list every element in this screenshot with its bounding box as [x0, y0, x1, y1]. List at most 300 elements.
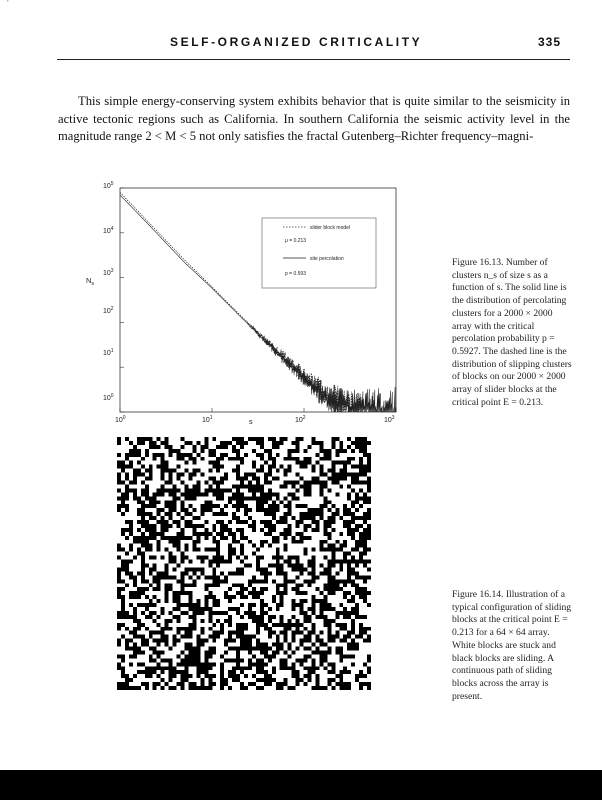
sliding-block-run — [256, 504, 264, 508]
sliding-block-run — [184, 461, 188, 465]
sliding-block-run — [145, 607, 149, 611]
sliding-block-run — [121, 607, 125, 611]
sliding-block-run — [367, 686, 371, 690]
sliding-block-run — [319, 540, 327, 544]
ytick-label-10e0: $10^0$ — [103, 393, 114, 402]
sliding-block-run — [236, 520, 248, 524]
sliding-block-run — [188, 686, 212, 690]
sliding-block-run — [296, 619, 300, 623]
sliding-block-run — [137, 571, 145, 575]
sliding-block-run — [200, 571, 204, 575]
sliding-block-run — [184, 520, 192, 524]
sliding-block-run — [129, 595, 141, 599]
sliding-block-run — [149, 611, 157, 615]
sliding-block-run — [300, 477, 304, 481]
sliding-block-run — [367, 666, 371, 670]
sliding-block-run — [339, 678, 343, 682]
sliding-block-run — [256, 560, 260, 564]
sliding-block-run — [133, 496, 141, 500]
sliding-block-run — [236, 591, 244, 595]
sliding-block-run — [141, 516, 145, 520]
sliding-block-run — [208, 449, 216, 453]
sliding-block-run — [220, 524, 228, 528]
sliding-block-run — [292, 674, 300, 678]
sliding-block-run — [292, 615, 296, 619]
sliding-block-run — [212, 512, 228, 516]
sliding-block-run — [192, 544, 196, 548]
sliding-block-run — [327, 635, 339, 639]
sliding-block-run — [319, 469, 323, 473]
sliding-block-run — [220, 682, 228, 686]
sliding-block-run — [296, 658, 308, 662]
sliding-block-run — [228, 670, 236, 674]
sliding-block-run — [149, 635, 153, 639]
sliding-block-run — [240, 552, 244, 556]
sliding-block-run — [280, 532, 292, 536]
sliding-block-run — [208, 564, 212, 568]
sliding-block-run — [256, 453, 264, 457]
sliding-block-run — [248, 615, 264, 619]
sliding-block-run — [188, 607, 212, 611]
sliding-block-run — [220, 528, 232, 532]
sliding-block-run — [161, 477, 165, 481]
sliding-block-run — [339, 516, 343, 520]
sliding-block-run — [204, 441, 208, 445]
sliding-block-run — [137, 441, 145, 445]
sliding-block-run — [319, 603, 331, 607]
sliding-block-run — [153, 650, 165, 654]
sliding-block-run — [260, 599, 264, 603]
sliding-block-run — [133, 469, 141, 473]
sliding-block-run — [339, 441, 343, 445]
sliding-block-run — [224, 619, 232, 623]
sliding-block-run — [319, 654, 327, 658]
sliding-block-run — [355, 492, 359, 496]
sliding-block-run — [117, 623, 125, 627]
x-axis-label: s — [249, 419, 253, 426]
sliding-block-run — [208, 635, 220, 639]
sliding-block-run — [319, 571, 331, 575]
body-line-1: This simple energy-conserving system exhibits behavior that is quite — [78, 94, 430, 108]
sliding-block-run — [343, 583, 347, 587]
sliding-block-run — [181, 575, 185, 579]
sliding-block-run — [268, 635, 272, 639]
sliding-block-run — [323, 587, 343, 591]
sliding-block-run — [157, 508, 165, 512]
scan-bottom-border — [0, 770, 602, 800]
sliding-block-run — [351, 639, 355, 643]
sliding-block-run — [169, 477, 173, 481]
sliding-block-run — [304, 647, 312, 651]
sliding-block-run — [192, 540, 200, 544]
sliding-block-run — [169, 647, 173, 651]
sliding-block-run — [260, 528, 264, 532]
sliding-block-run — [177, 627, 197, 631]
sliding-block-run — [216, 532, 224, 536]
sliding-block-run — [327, 564, 335, 568]
sliding-block-run — [367, 524, 371, 528]
sliding-block-run — [355, 437, 367, 441]
sliding-block-run — [141, 532, 145, 536]
sliding-block-run — [252, 520, 256, 524]
sliding-block-run — [149, 556, 157, 560]
sliding-block-run — [256, 666, 264, 670]
sliding-block-run — [181, 500, 185, 504]
sliding-block-run — [121, 560, 133, 564]
sliding-block-run — [184, 469, 188, 473]
sliding-block-run — [311, 686, 327, 690]
sliding-block-run — [323, 556, 327, 560]
sliding-block-run — [173, 635, 177, 639]
sliding-block-run — [181, 587, 185, 591]
sliding-block-run — [141, 504, 157, 508]
sliding-block-run — [232, 666, 252, 670]
sliding-block-run — [129, 461, 133, 465]
sliding-block-run — [184, 524, 204, 528]
sliding-block-run — [177, 457, 185, 461]
sliding-block-run — [335, 449, 347, 453]
sliding-block-run — [216, 520, 224, 524]
sliding-block-run — [125, 477, 129, 481]
sliding-block-run — [196, 575, 200, 579]
sliding-block-run — [252, 477, 260, 481]
sliding-block-run — [153, 575, 177, 579]
sliding-block-run — [280, 484, 288, 488]
sliding-block-run — [133, 477, 137, 481]
sliding-block-run — [173, 591, 193, 595]
sliding-block-run — [323, 453, 331, 457]
sliding-block-run — [117, 686, 141, 690]
sliding-block-run — [280, 465, 284, 469]
sliding-block-run — [292, 599, 296, 603]
sliding-block-run — [240, 544, 244, 548]
sliding-block-run — [165, 500, 177, 504]
sliding-block-run — [296, 473, 300, 477]
sliding-block-run — [165, 564, 169, 568]
sliding-block-run — [367, 603, 371, 607]
sliding-block-run — [343, 556, 347, 560]
sliding-block-run — [228, 686, 232, 690]
sliding-block-run — [300, 599, 308, 603]
sliding-block-run — [355, 635, 363, 639]
sliding-block-run — [252, 552, 256, 556]
sliding-block-run — [288, 647, 292, 651]
sliding-block-run — [161, 627, 173, 631]
sliding-block-run — [216, 544, 220, 548]
sliding-block-run — [323, 500, 331, 504]
sliding-block-run — [212, 571, 216, 575]
sliding-block-run — [335, 650, 343, 654]
sliding-block-run — [288, 465, 292, 469]
sliding-block-run — [339, 564, 343, 568]
sliding-block-run — [311, 441, 323, 445]
sliding-block-run — [169, 662, 173, 666]
sliding-block-run — [244, 473, 256, 477]
grid-row — [117, 504, 363, 508]
sliding-block-run — [264, 682, 272, 686]
sliding-block-run — [181, 552, 185, 556]
sliding-block-run — [137, 512, 153, 516]
sliding-block-run — [319, 607, 335, 611]
sliding-block-run — [327, 488, 331, 492]
sliding-block-run — [121, 469, 125, 473]
sliding-block-run — [339, 670, 351, 674]
sliding-block-run — [319, 457, 331, 461]
sliding-block-run — [359, 461, 363, 465]
sliding-block-run — [347, 492, 351, 496]
sliding-block-run — [351, 595, 355, 599]
sliding-block-run — [188, 623, 196, 627]
sliding-block-run — [196, 639, 208, 643]
sliding-block-run — [161, 441, 169, 445]
sliding-block-run — [252, 587, 256, 591]
sliding-block-run — [351, 465, 371, 469]
sliding-block-run — [240, 615, 244, 619]
sliding-block-run — [288, 686, 296, 690]
sliding-block-run — [327, 647, 331, 651]
sliding-block-run — [359, 469, 371, 473]
sliding-block-run — [125, 639, 133, 643]
sliding-block-run — [355, 591, 371, 595]
sliding-block-run — [351, 627, 355, 631]
sliding-block-run — [125, 453, 141, 457]
sliding-block-run — [184, 666, 188, 670]
sliding-block-run — [153, 564, 157, 568]
sliding-block-run — [153, 579, 161, 583]
sliding-block-run — [272, 666, 276, 670]
sliding-block-run — [133, 650, 145, 654]
sliding-block-run — [161, 611, 165, 615]
xtick-label-10e2: $10^2$ — [295, 415, 306, 424]
sliding-block-run — [268, 615, 276, 619]
sliding-block-run — [220, 453, 228, 457]
sliding-block-run — [311, 623, 315, 627]
sliding-block-run — [327, 579, 355, 583]
sliding-block-run — [165, 583, 173, 587]
sliding-block-run — [157, 583, 161, 587]
sliding-block-run — [280, 619, 284, 623]
sliding-block-run — [208, 477, 216, 481]
sliding-block-run — [300, 611, 308, 615]
sliding-block-run — [204, 603, 208, 607]
sliding-block-run — [117, 437, 121, 441]
sliding-block-run — [165, 480, 173, 484]
sliding-block-run — [256, 508, 280, 512]
xtick-label-10e1: $10^1$ — [202, 415, 213, 424]
sliding-block-run — [319, 484, 327, 488]
sliding-block-run — [161, 469, 177, 473]
sliding-block-run — [248, 583, 252, 587]
sliding-block-run — [236, 611, 240, 615]
sliding-block-run — [335, 508, 339, 512]
sliding-block-run — [145, 666, 177, 670]
sliding-block-run — [363, 528, 371, 532]
sliding-block-run — [208, 591, 212, 595]
sliding-block-run — [304, 457, 312, 461]
sliding-block-run — [117, 579, 125, 583]
sliding-block-run — [228, 496, 272, 500]
sliding-block-run — [232, 540, 240, 544]
sliding-block-run — [315, 587, 319, 591]
sliding-block-run — [367, 670, 371, 674]
sliding-block-run — [276, 591, 288, 595]
sliding-block-run — [331, 441, 335, 445]
sliding-block-run — [208, 682, 216, 686]
sliding-block-run — [327, 544, 335, 548]
sliding-block-run — [145, 627, 149, 631]
sliding-block-run — [145, 496, 157, 500]
sliding-block-run — [304, 615, 312, 619]
sliding-block-run — [220, 654, 224, 658]
sliding-block-run — [355, 678, 359, 682]
sliding-block-run — [311, 603, 315, 607]
sliding-block-run — [359, 595, 367, 599]
sliding-block-run — [117, 627, 121, 631]
sliding-block-run — [192, 579, 196, 583]
sliding-block-run — [204, 674, 216, 678]
sliding-block-run — [272, 650, 280, 654]
sliding-block-run — [177, 532, 185, 536]
sliding-block-run — [347, 599, 355, 603]
sliding-block-run — [319, 504, 327, 508]
sliding-block-run — [232, 583, 244, 587]
sliding-block-run — [359, 552, 367, 556]
sliding-block-run — [268, 607, 272, 611]
sliding-block-run — [347, 457, 355, 461]
sliding-block-run — [212, 524, 216, 528]
sliding-block-run — [319, 611, 323, 615]
sliding-block-run — [331, 556, 335, 560]
sliding-block-run — [319, 445, 323, 449]
sliding-block-run — [165, 587, 173, 591]
sliding-block-run — [181, 480, 185, 484]
sliding-block-run — [256, 480, 260, 484]
sliding-block-run — [292, 567, 308, 571]
sliding-block-run — [288, 492, 296, 496]
sliding-block-run — [184, 654, 200, 658]
sliding-block-run — [177, 662, 217, 666]
sliding-block-run — [165, 682, 169, 686]
sliding-block-run — [133, 619, 141, 623]
sliding-block-run — [331, 473, 367, 477]
sliding-block-run — [121, 512, 125, 516]
sliding-block-run — [240, 643, 252, 647]
sliding-block-run — [228, 631, 244, 635]
sliding-block-run — [311, 528, 319, 532]
sliding-block-run — [153, 682, 161, 686]
sliding-block-run — [248, 650, 252, 654]
sliding-block-run — [208, 627, 212, 631]
sliding-block-run — [292, 650, 296, 654]
sliding-block-run — [173, 496, 181, 500]
sliding-block-run — [343, 540, 347, 544]
sliding-block-run — [161, 536, 193, 540]
sliding-block-run — [256, 627, 260, 631]
sliding-block-run — [304, 579, 316, 583]
sliding-block-run — [153, 595, 157, 599]
sliding-block-run — [165, 619, 173, 623]
sliding-block-run — [133, 674, 137, 678]
sliding-block-run — [232, 504, 248, 508]
sliding-block-run — [117, 465, 133, 469]
sliding-block-run — [280, 631, 288, 635]
sliding-block-run — [212, 567, 216, 571]
sliding-block-run — [304, 548, 308, 552]
sliding-block-run — [276, 686, 284, 690]
sliding-block-run — [319, 473, 327, 477]
sliding-block-run — [363, 599, 367, 603]
sliding-block-run — [169, 678, 173, 682]
sliding-block-run — [331, 480, 339, 484]
sliding-block-run — [149, 465, 153, 469]
sliding-block-run — [133, 492, 137, 496]
sliding-block-run — [141, 611, 145, 615]
sliding-block-run — [288, 508, 292, 512]
sliding-block-run — [300, 512, 324, 516]
sliding-block-run — [280, 500, 284, 504]
sliding-block-run — [181, 492, 209, 496]
sliding-block-run — [117, 591, 121, 595]
sliding-block-run — [311, 567, 315, 571]
sliding-block-run — [145, 449, 149, 453]
sliding-block-run — [355, 544, 367, 548]
sliding-block-run — [272, 540, 280, 544]
sliding-block-run — [300, 643, 304, 647]
sliding-block-run — [204, 658, 208, 662]
sliding-block-run — [256, 686, 264, 690]
sliding-block-run — [165, 595, 169, 599]
sliding-block-run — [327, 477, 347, 481]
sliding-block-run — [284, 512, 292, 516]
sliding-block-run — [192, 528, 196, 532]
sliding-block-run — [347, 643, 359, 647]
sliding-block-run — [169, 453, 173, 457]
sliding-block-run — [355, 564, 359, 568]
sliding-block-run — [335, 615, 339, 619]
sliding-block-run — [200, 682, 204, 686]
sliding-block-run — [327, 682, 331, 686]
sliding-block-run — [121, 674, 129, 678]
sliding-block-run — [335, 647, 343, 651]
sliding-block-run — [284, 560, 292, 564]
sliding-block-run — [240, 686, 248, 690]
sliding-block-run — [220, 536, 228, 540]
sliding-block-run — [359, 457, 363, 461]
sliding-block-run — [181, 504, 185, 508]
sliding-block-run — [248, 591, 264, 595]
sliding-block-run — [264, 480, 272, 484]
sliding-block-run — [292, 516, 296, 520]
sliding-block-run — [284, 548, 288, 552]
sliding-block-run — [161, 516, 165, 520]
sliding-block-run — [252, 492, 256, 496]
sliding-block-run — [228, 599, 232, 603]
sliding-block-run — [137, 500, 145, 504]
sliding-block-run — [319, 631, 323, 635]
sliding-block-run — [347, 564, 351, 568]
sliding-block-run — [188, 504, 192, 508]
sliding-block-run — [145, 548, 153, 552]
sliding-block-run — [260, 544, 264, 548]
sliding-block-run — [252, 544, 256, 548]
sliding-block-run — [208, 453, 216, 457]
sliding-block-run — [240, 548, 244, 552]
sliding-block-run — [304, 524, 312, 528]
sliding-block-run — [343, 504, 347, 508]
sliding-block-run — [292, 603, 304, 607]
sliding-block-run — [236, 635, 256, 639]
sliding-block-run — [248, 488, 264, 492]
